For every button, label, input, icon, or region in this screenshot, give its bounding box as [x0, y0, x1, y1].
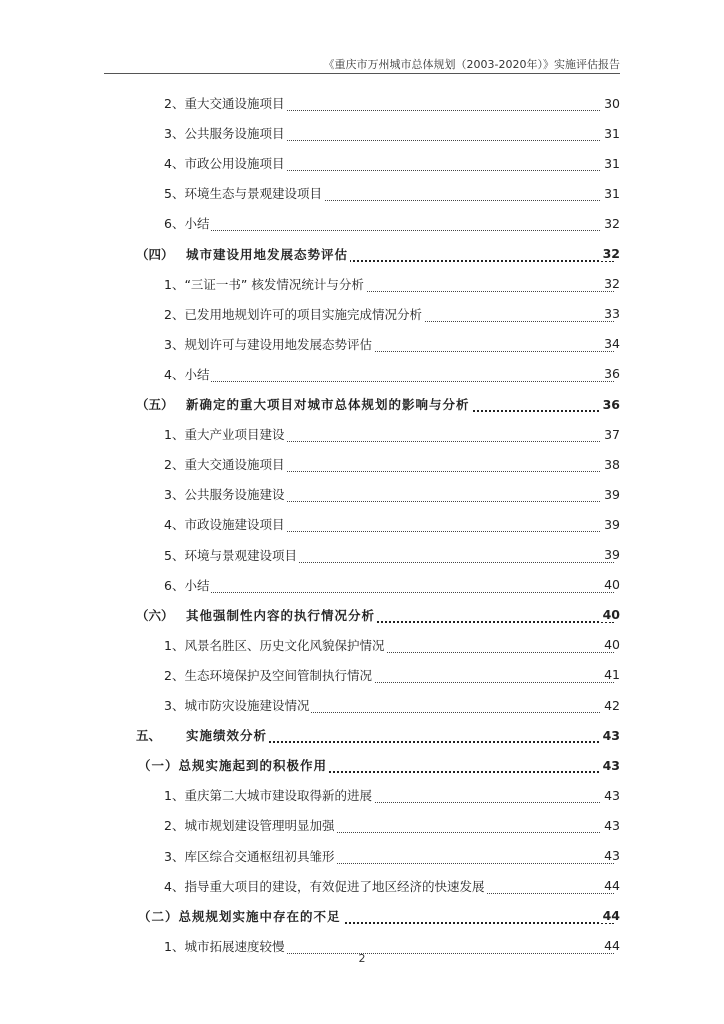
toc-entry-title: 2、重大交通设施项目	[164, 96, 285, 111]
toc-entry-title: 2、城市规划建设管理明显加强	[164, 818, 335, 834]
toc-entry-page: 42	[601, 698, 620, 713]
toc-entry[interactable]	[0, 720, 724, 750]
toc-entry-title: 1、“三证一书” 核发情况统计与分析	[164, 276, 364, 292]
toc-entry-title: 1、城市拓展速度较慢	[164, 938, 285, 954]
toc-entry[interactable]	[0, 449, 724, 479]
toc-entry-title: 2、重大交通设施项目	[164, 457, 285, 473]
toc-entry-page: 40	[601, 577, 620, 592]
toc-entry-title: 5、环境与景观建设项目	[164, 547, 297, 563]
toc-entry-title: 5、环境生态与景观建设项目	[164, 186, 322, 202]
toc-entry[interactable]	[0, 329, 724, 359]
toc-entry[interactable]	[0, 88, 724, 118]
toc-entry-title: 4、指导重大项目的建设，有效促进了地区经济的快速发展	[164, 878, 485, 894]
toc-entry-title: 4、市政公用设施项目	[164, 156, 285, 172]
toc-entry[interactable]	[0, 509, 724, 539]
toc-entry-page: 43	[600, 728, 620, 743]
toc-entry[interactable]	[0, 208, 724, 238]
toc-entry-page: 39	[601, 547, 620, 562]
toc-entry-page: 43	[600, 758, 620, 773]
toc-entry-page: 41	[601, 667, 620, 682]
toc-entry-page: 39	[601, 517, 620, 532]
toc-entry-number: （四）	[136, 246, 174, 262]
toc-entry-page: 32	[600, 246, 620, 261]
toc-entry-number: 五、	[136, 728, 162, 744]
toc-entry[interactable]	[0, 178, 724, 208]
document-header-title: 《重庆市万州城市总体规划（2003-2020年）》实施评估报告	[323, 58, 620, 71]
toc-entry-title: 实施绩效分析	[186, 728, 268, 744]
toc-entry[interactable]	[0, 389, 724, 419]
toc-entry[interactable]	[0, 269, 724, 299]
toc-entry-page: 32	[601, 216, 620, 231]
toc-entry-title: 4、市政设施建设项目	[164, 517, 285, 533]
toc-entry[interactable]	[0, 901, 724, 931]
toc-entry[interactable]	[0, 630, 724, 660]
header-rule	[104, 73, 620, 74]
toc-entry-page: 34	[601, 336, 620, 351]
toc-entry-page: 43	[601, 848, 620, 863]
toc-entry-title: 3、公共服务设施项目	[164, 126, 285, 142]
toc-entry-title: 3、库区综合交通枢纽初具雏形	[164, 848, 335, 864]
toc-entry-page: 30	[601, 96, 620, 111]
toc-entry[interactable]	[0, 780, 724, 810]
toc-entry[interactable]	[0, 660, 724, 690]
toc-entry-title: 6、小结	[164, 216, 210, 232]
toc-entry-title: 3、规划许可与建设用地发展态势评估	[164, 336, 372, 352]
toc-entry-title: 1、风景名胜区、历史文化风貌保护情况	[164, 637, 385, 653]
toc-entry-number: （五）	[136, 397, 174, 412]
toc-entry-title: 3、公共服务设施建设	[164, 487, 285, 503]
toc-entry-page: 40	[601, 637, 620, 652]
toc-entry[interactable]	[0, 750, 724, 780]
toc-entry-title: 新确定的重大项目对城市总体规划的影响与分析	[186, 397, 470, 412]
toc-dot-leader	[164, 218, 614, 231]
toc-entry-number: （六）	[136, 607, 174, 623]
toc-entry[interactable]	[0, 299, 724, 329]
toc-entry-title: 1、重庆第二大城市建设取得新的进展	[164, 788, 372, 804]
toc-entry-title: 3、城市防灾设施建设情况	[164, 698, 310, 713]
toc-entry-page: 44	[600, 908, 620, 923]
toc-entry[interactable]	[0, 871, 724, 901]
toc-entry-page: 32	[601, 276, 620, 291]
toc-entry-page: 43	[601, 788, 620, 803]
toc-entry[interactable]	[0, 118, 724, 148]
toc-entry-title: 2、已发用地规划许可的项目实施完成情况分析	[164, 306, 422, 322]
toc-entry-page: 43	[601, 818, 620, 833]
toc-entry-page: 31	[601, 156, 620, 171]
toc-entry-page: 31	[601, 186, 620, 201]
toc-entry-page: 44	[601, 938, 620, 953]
toc-entry-title: 1、重大产业项目建设	[164, 427, 285, 443]
page-number: 2	[358, 952, 366, 965]
toc-entry[interactable]	[0, 479, 724, 509]
toc-entry[interactable]	[0, 148, 724, 178]
toc-entry-page: 36	[600, 397, 620, 412]
toc-entry-title: 城市建设用地发展态势评估	[186, 246, 349, 262]
toc-entry[interactable]	[0, 600, 724, 630]
toc-entry-page: 37	[601, 427, 620, 442]
toc-entry-page: 44	[601, 878, 620, 893]
toc-entry-title: 其他强制性内容的执行情况分析	[186, 607, 376, 623]
toc-entry[interactable]	[0, 419, 724, 449]
toc-entry[interactable]	[0, 810, 724, 840]
toc-entry-title: 4、小结	[164, 366, 210, 382]
toc-entry-title: （二）总规规划实施中存在的不足	[138, 908, 341, 924]
toc-entry-page: 39	[601, 487, 620, 502]
toc-dot-leader	[164, 580, 614, 593]
toc-entry-title: （一）总规实施起到的积极作用	[138, 758, 328, 774]
toc-entry-title: 2、生态环境保护及空间管制执行情况	[164, 667, 372, 683]
toc-entry[interactable]	[0, 690, 724, 720]
toc-entry-page: 33	[601, 306, 620, 321]
toc-entry-page: 31	[601, 126, 620, 141]
toc-dot-leader	[164, 369, 614, 382]
toc-entry-page: 36	[601, 366, 620, 381]
toc-entry-page: 40	[600, 607, 620, 622]
toc-entry-title: 6、小结	[164, 577, 210, 593]
toc-entry[interactable]	[0, 540, 724, 570]
toc-entry-page: 38	[601, 457, 620, 472]
toc-entry[interactable]	[0, 570, 724, 600]
toc-entry[interactable]	[0, 841, 724, 871]
toc-entry[interactable]	[0, 359, 724, 389]
toc-entry[interactable]	[0, 239, 724, 269]
